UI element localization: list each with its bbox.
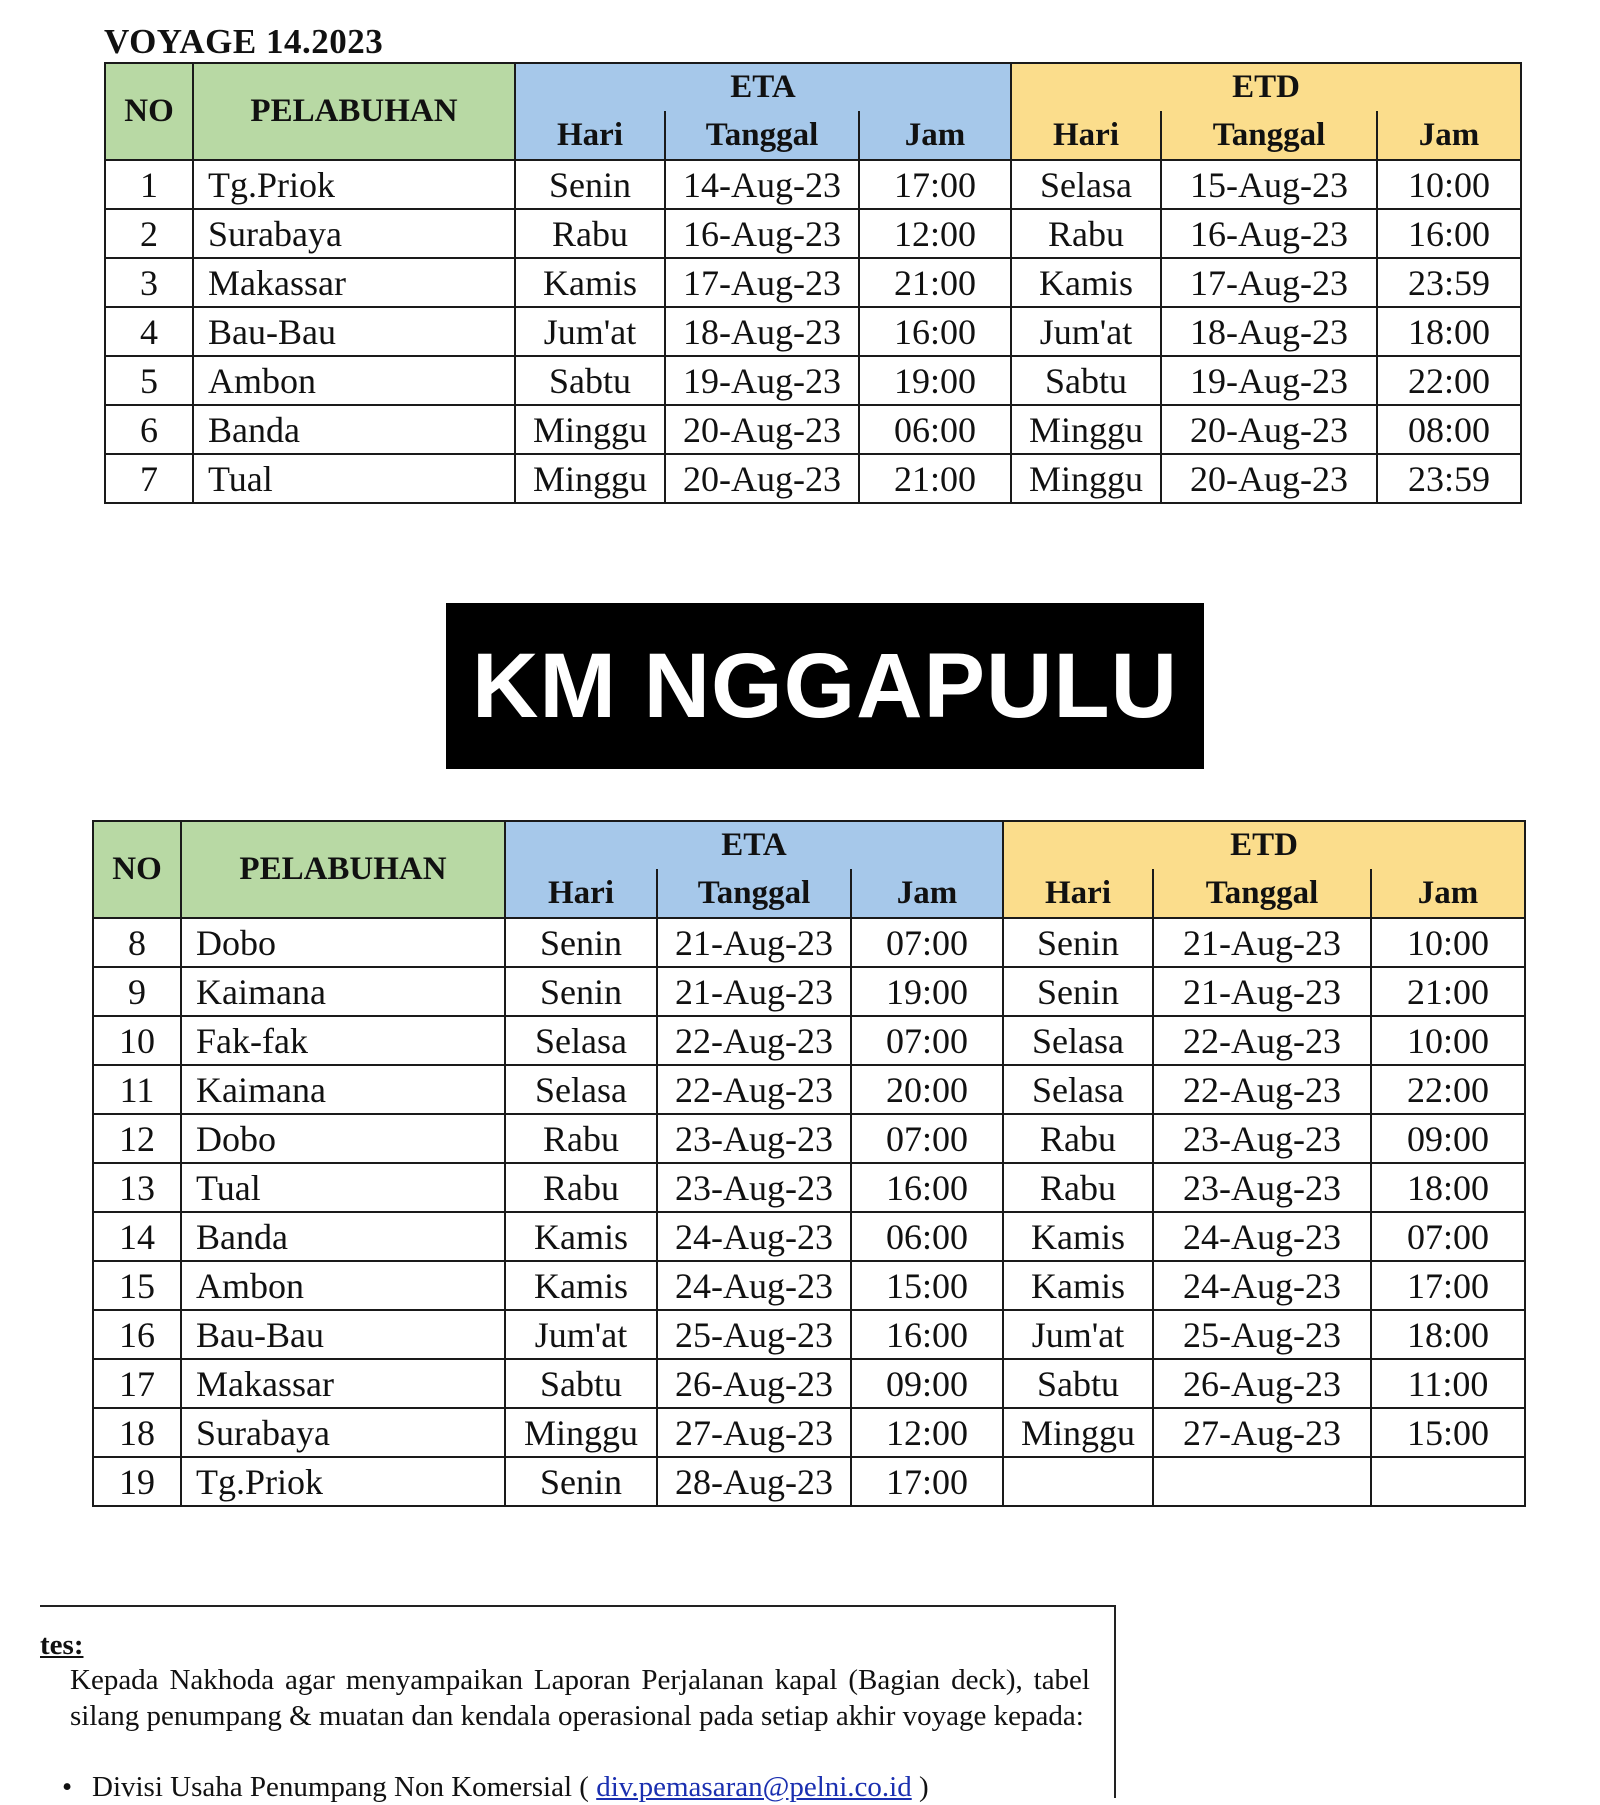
bullet-prefix: Divisi Usaha Penumpang Non Komersial ( xyxy=(92,1771,589,1803)
cell-eta-jam: 15:00 xyxy=(851,1261,1003,1310)
cell-etd-hari: Kamis xyxy=(1003,1261,1153,1310)
header-no: NO xyxy=(93,821,181,918)
cell-port: Banda xyxy=(193,405,515,454)
cell-eta-tanggal: 21-Aug-23 xyxy=(657,918,851,967)
cell-etd-tanggal: 23-Aug-23 xyxy=(1153,1163,1371,1212)
cell-etd-jam: 16:00 xyxy=(1377,209,1521,258)
cell-port: Banda xyxy=(181,1212,505,1261)
cell-etd-jam: 23:59 xyxy=(1377,258,1521,307)
cell-etd-tanggal: 26-Aug-23 xyxy=(1153,1359,1371,1408)
header-eta: ETA xyxy=(515,63,1011,111)
cell-eta-jam: 17:00 xyxy=(859,160,1011,209)
cell-etd-jam: 21:00 xyxy=(1371,967,1525,1016)
table-row xyxy=(93,1408,1525,1457)
header-eta-hari: Hari xyxy=(515,111,665,160)
table-row xyxy=(105,405,1521,454)
table-row xyxy=(93,1457,1525,1506)
voyage-title: VOYAGE 14.2023 xyxy=(104,22,384,61)
cell-no: 17 xyxy=(93,1359,181,1408)
cell-etd-tanggal: 18-Aug-23 xyxy=(1161,307,1377,356)
cell-etd-jam: 11:00 xyxy=(1371,1359,1525,1408)
cell-eta-jam: 21:00 xyxy=(859,258,1011,307)
cell-eta-hari: Selasa xyxy=(505,1065,657,1114)
cell-etd-jam xyxy=(1371,1457,1525,1506)
cell-eta-hari: Sabtu xyxy=(515,356,665,405)
cell-eta-hari: Kamis xyxy=(515,258,665,307)
cell-eta-hari: Senin xyxy=(505,1457,657,1506)
cell-etd-tanggal: 16-Aug-23 xyxy=(1161,209,1377,258)
cell-eta-hari: Kamis xyxy=(505,1212,657,1261)
cell-etd-tanggal: 23-Aug-23 xyxy=(1153,1114,1371,1163)
cell-etd-tanggal: 21-Aug-23 xyxy=(1153,918,1371,967)
cell-port: Fak-fak xyxy=(181,1016,505,1065)
cell-eta-hari: Rabu xyxy=(505,1114,657,1163)
cell-no: 11 xyxy=(93,1065,181,1114)
cell-eta-jam: 16:00 xyxy=(851,1310,1003,1359)
cell-eta-jam: 07:00 xyxy=(851,1016,1003,1065)
cell-port: Tual xyxy=(181,1163,505,1212)
cell-no: 12 xyxy=(93,1114,181,1163)
cell-port: Ambon xyxy=(193,356,515,405)
header-eta: ETA xyxy=(505,821,1003,869)
cell-eta-hari: Minggu xyxy=(505,1408,657,1457)
cell-etd-hari: Selasa xyxy=(1011,160,1161,209)
cell-eta-jam: 16:00 xyxy=(851,1163,1003,1212)
table-row xyxy=(93,918,1525,967)
header-eta-jam: Jam xyxy=(859,111,1011,160)
cell-eta-hari: Jum'at xyxy=(515,307,665,356)
table-row xyxy=(105,209,1521,258)
ship-title-banner xyxy=(446,603,1204,769)
cell-eta-jam: 17:00 xyxy=(851,1457,1003,1506)
cell-eta-tanggal: 23-Aug-23 xyxy=(657,1163,851,1212)
header-pelabuhan: PELABUHAN xyxy=(181,821,505,918)
header-etd-hari: Hari xyxy=(1003,869,1153,918)
cell-etd-tanggal: 24-Aug-23 xyxy=(1153,1261,1371,1310)
cell-eta-jam: 06:00 xyxy=(851,1212,1003,1261)
cell-etd-hari: Senin xyxy=(1003,967,1153,1016)
cell-eta-tanggal: 16-Aug-23 xyxy=(665,209,859,258)
notes-box xyxy=(40,1605,1116,1803)
cell-eta-tanggal: 22-Aug-23 xyxy=(657,1065,851,1114)
cell-port: Dobo xyxy=(181,918,505,967)
table-row xyxy=(105,160,1521,209)
header-eta-hari: Hari xyxy=(505,869,657,918)
cell-port: Kaimana xyxy=(181,1065,505,1114)
cell-etd-jam: 08:00 xyxy=(1377,405,1521,454)
cell-eta-hari: Sabtu xyxy=(505,1359,657,1408)
cell-no: 18 xyxy=(93,1408,181,1457)
cell-eta-tanggal: 22-Aug-23 xyxy=(657,1016,851,1065)
cell-eta-hari: Senin xyxy=(515,160,665,209)
cell-etd-jam: 10:00 xyxy=(1371,1016,1525,1065)
cell-etd-tanggal xyxy=(1153,1457,1371,1506)
cell-etd-jam: 10:00 xyxy=(1371,918,1525,967)
table-row xyxy=(93,1163,1525,1212)
cell-eta-jam: 07:00 xyxy=(851,1114,1003,1163)
cell-eta-hari: Senin xyxy=(505,918,657,967)
table-row xyxy=(93,1114,1525,1163)
email-link[interactable]: div.pemasaran@pelni.co.id xyxy=(596,1771,912,1803)
table-row xyxy=(105,307,1521,356)
cell-etd-jam: 22:00 xyxy=(1371,1065,1525,1114)
cell-etd-hari: Minggu xyxy=(1003,1408,1153,1457)
bullet-suffix: ) xyxy=(918,1771,929,1803)
cell-eta-jam: 07:00 xyxy=(851,918,1003,967)
cell-etd-hari: Senin xyxy=(1003,918,1153,967)
cell-eta-jam: 19:00 xyxy=(859,356,1011,405)
table-row xyxy=(105,258,1521,307)
cell-port: Dobo xyxy=(181,1114,505,1163)
cell-eta-tanggal: 17-Aug-23 xyxy=(665,258,859,307)
cell-no: 9 xyxy=(93,967,181,1016)
cell-etd-jam: 07:00 xyxy=(1371,1212,1525,1261)
cell-etd-jam: 17:00 xyxy=(1371,1261,1525,1310)
cell-port: Bau-Bau xyxy=(193,307,515,356)
cell-no: 1 xyxy=(105,160,193,209)
cell-etd-tanggal: 17-Aug-23 xyxy=(1161,258,1377,307)
cell-port: Ambon xyxy=(181,1261,505,1310)
cell-eta-jam: 06:00 xyxy=(859,405,1011,454)
cell-eta-hari: Selasa xyxy=(505,1016,657,1065)
cell-eta-tanggal: 20-Aug-23 xyxy=(665,454,859,503)
header-etd-jam: Jam xyxy=(1377,111,1521,160)
bullet-icon: • xyxy=(62,1771,73,1803)
cell-eta-hari: Jum'at xyxy=(505,1310,657,1359)
cell-etd-jam: 10:00 xyxy=(1377,160,1521,209)
header-etd: ETD xyxy=(1003,821,1525,869)
header-etd-tanggal: Tanggal xyxy=(1161,111,1377,160)
cell-eta-tanggal: 28-Aug-23 xyxy=(657,1457,851,1506)
ship-title: KM NGGAPULU xyxy=(471,634,1179,737)
cell-no: 10 xyxy=(93,1016,181,1065)
cell-no: 19 xyxy=(93,1457,181,1506)
table-row xyxy=(93,1310,1525,1359)
cell-etd-hari: Kamis xyxy=(1003,1212,1153,1261)
notes-body: Kepada Nakhoda agar menyampaikan Laporan Perjalanan kapal (Bagian deck), tabel silang penumpang & muatan dan kendala operasional pada setiap akhir voyage kepada: xyxy=(70,1664,1090,1732)
cell-eta-tanggal: 23-Aug-23 xyxy=(657,1114,851,1163)
header-etd: ETD xyxy=(1011,63,1521,111)
cell-etd-hari xyxy=(1003,1457,1153,1506)
cell-no: 3 xyxy=(105,258,193,307)
cell-eta-jam: 16:00 xyxy=(859,307,1011,356)
table-row xyxy=(105,356,1521,405)
header-pelabuhan: PELABUHAN xyxy=(193,63,515,160)
cell-etd-hari: Jum'at xyxy=(1011,307,1161,356)
cell-no: 16 xyxy=(93,1310,181,1359)
table-row xyxy=(93,1065,1525,1114)
schedule-table-1 xyxy=(104,62,1522,504)
cell-etd-tanggal: 19-Aug-23 xyxy=(1161,356,1377,405)
cell-eta-tanggal: 26-Aug-23 xyxy=(657,1359,851,1408)
cell-eta-jam: 09:00 xyxy=(851,1359,1003,1408)
cell-etd-jam: 18:00 xyxy=(1371,1163,1525,1212)
cell-eta-tanggal: 19-Aug-23 xyxy=(665,356,859,405)
cell-no: 5 xyxy=(105,356,193,405)
table-row xyxy=(93,967,1525,1016)
cell-eta-jam: 20:00 xyxy=(851,1065,1003,1114)
cell-no: 15 xyxy=(93,1261,181,1310)
cell-no: 4 xyxy=(105,307,193,356)
table-row xyxy=(93,1016,1525,1065)
cell-etd-tanggal: 20-Aug-23 xyxy=(1161,454,1377,503)
table-row xyxy=(93,1261,1525,1310)
cell-etd-tanggal: 21-Aug-23 xyxy=(1153,967,1371,1016)
schedule-table-2 xyxy=(92,820,1526,1507)
cell-port: Surabaya xyxy=(181,1408,505,1457)
cell-etd-tanggal: 22-Aug-23 xyxy=(1153,1016,1371,1065)
header-etd-tanggal: Tanggal xyxy=(1153,869,1371,918)
header-eta-jam: Jam xyxy=(851,869,1003,918)
cell-port: Tg.Priok xyxy=(181,1457,505,1506)
cell-etd-hari: Rabu xyxy=(1003,1163,1153,1212)
cell-etd-jam: 18:00 xyxy=(1377,307,1521,356)
cell-etd-jam: 22:00 xyxy=(1377,356,1521,405)
notes-bullet xyxy=(62,1769,929,1805)
cell-eta-tanggal: 18-Aug-23 xyxy=(665,307,859,356)
cell-eta-hari: Senin xyxy=(505,967,657,1016)
cell-etd-hari: Rabu xyxy=(1011,209,1161,258)
cell-port: Bau-Bau xyxy=(181,1310,505,1359)
cell-etd-hari: Kamis xyxy=(1011,258,1161,307)
cell-etd-jam: 18:00 xyxy=(1371,1310,1525,1359)
cell-etd-jam: 09:00 xyxy=(1371,1114,1525,1163)
cell-eta-jam: 12:00 xyxy=(851,1408,1003,1457)
cell-eta-hari: Minggu xyxy=(515,454,665,503)
cell-etd-hari: Minggu xyxy=(1011,405,1161,454)
cell-eta-tanggal: 27-Aug-23 xyxy=(657,1408,851,1457)
cell-port: Surabaya xyxy=(193,209,515,258)
cell-eta-tanggal: 21-Aug-23 xyxy=(657,967,851,1016)
header-no: NO xyxy=(105,63,193,160)
cell-port: Kaimana xyxy=(181,967,505,1016)
notes-label: tes: xyxy=(40,1629,84,1661)
cell-etd-hari: Sabtu xyxy=(1011,356,1161,405)
cell-eta-tanggal: 20-Aug-23 xyxy=(665,405,859,454)
cell-eta-jam: 19:00 xyxy=(851,967,1003,1016)
cell-eta-tanggal: 25-Aug-23 xyxy=(657,1310,851,1359)
cell-etd-hari: Sabtu xyxy=(1003,1359,1153,1408)
cell-etd-tanggal: 27-Aug-23 xyxy=(1153,1408,1371,1457)
cell-etd-tanggal: 15-Aug-23 xyxy=(1161,160,1377,209)
cell-port: Tual xyxy=(193,454,515,503)
cell-port: Makassar xyxy=(193,258,515,307)
cell-port: Makassar xyxy=(181,1359,505,1408)
cell-etd-hari: Selasa xyxy=(1003,1065,1153,1114)
cell-eta-tanggal: 14-Aug-23 xyxy=(665,160,859,209)
cell-no: 2 xyxy=(105,209,193,258)
cell-etd-tanggal: 24-Aug-23 xyxy=(1153,1212,1371,1261)
cell-eta-hari: Minggu xyxy=(515,405,665,454)
cell-etd-tanggal: 25-Aug-23 xyxy=(1153,1310,1371,1359)
cell-no: 13 xyxy=(93,1163,181,1212)
cell-etd-jam: 23:59 xyxy=(1377,454,1521,503)
cell-etd-hari: Rabu xyxy=(1003,1114,1153,1163)
cell-etd-tanggal: 20-Aug-23 xyxy=(1161,405,1377,454)
cell-no: 8 xyxy=(93,918,181,967)
cell-port: Tg.Priok xyxy=(193,160,515,209)
cell-eta-jam: 12:00 xyxy=(859,209,1011,258)
header-etd-hari: Hari xyxy=(1011,111,1161,160)
cell-eta-tanggal: 24-Aug-23 xyxy=(657,1212,851,1261)
header-eta-tanggal: Tanggal xyxy=(665,111,859,160)
cell-eta-tanggal: 24-Aug-23 xyxy=(657,1261,851,1310)
cell-eta-hari: Rabu xyxy=(505,1163,657,1212)
cell-eta-jam: 21:00 xyxy=(859,454,1011,503)
cell-no: 7 xyxy=(105,454,193,503)
cell-etd-hari: Minggu xyxy=(1011,454,1161,503)
header-eta-tanggal: Tanggal xyxy=(657,869,851,918)
cell-etd-hari: Jum'at xyxy=(1003,1310,1153,1359)
cell-no: 6 xyxy=(105,405,193,454)
cell-etd-jam: 15:00 xyxy=(1371,1408,1525,1457)
cell-no: 14 xyxy=(93,1212,181,1261)
cell-eta-hari: Kamis xyxy=(505,1261,657,1310)
table-row xyxy=(93,1212,1525,1261)
table-row xyxy=(93,1359,1525,1408)
header-etd-jam: Jam xyxy=(1371,869,1525,918)
cell-etd-tanggal: 22-Aug-23 xyxy=(1153,1065,1371,1114)
cell-etd-hari: Selasa xyxy=(1003,1016,1153,1065)
table-row xyxy=(105,454,1521,503)
cell-eta-hari: Rabu xyxy=(515,209,665,258)
